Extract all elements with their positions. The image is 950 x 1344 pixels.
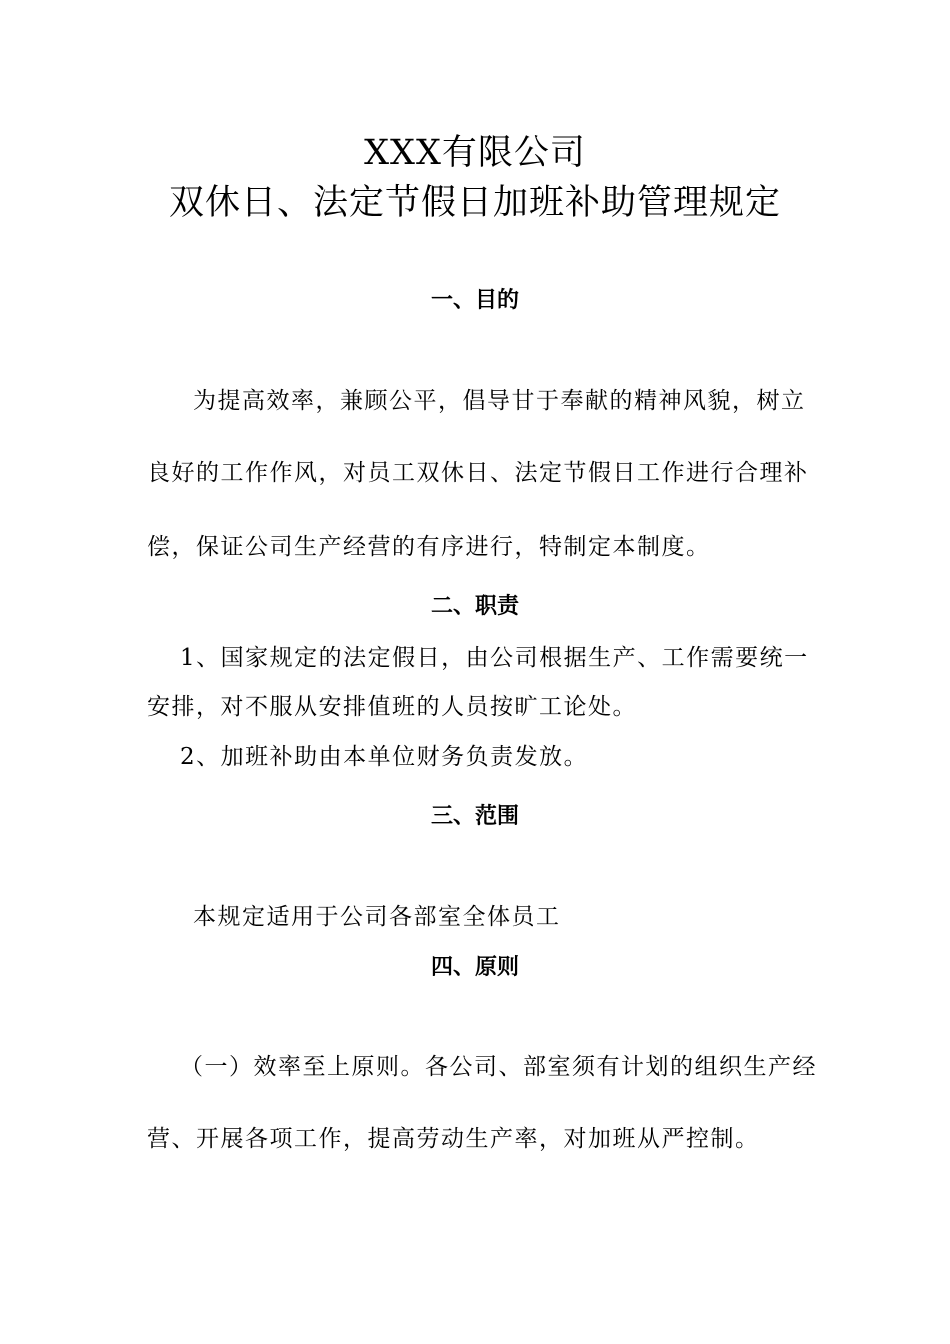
paragraph-line: 1、国家规定的法定假日，由公司根据生产、工作需要统一 [180,645,809,671]
paragraph-line: 安排，对不服从安排值班的人员按旷工论处。 [147,694,637,720]
section-heading-scope: 三、范围 [430,804,519,829]
document-title-company: XXX有限公司 [364,133,586,173]
document-title-regulation: 双休日、法定节假日加班补助管理规定 [168,183,781,223]
paragraph-line: 本规定适用于公司各部室全体员工 [193,904,561,930]
section-heading-purpose: 一、目的 [430,288,519,313]
paragraph-line: 良好的工作作风，对员工双休日、法定节假日工作进行合理补 [147,460,809,486]
paragraph-line: 偿，保证公司生产经营的有序进行，特制定本制度。 [147,534,711,560]
paragraph-line: 2、加班补助由本单位财务负责发放。 [180,744,589,770]
paragraph-line: 营、开展各项工作，提高劳动生产率，对加班从严控制。 [147,1126,760,1152]
section-heading-principle: 四、原则 [430,955,519,980]
section-heading-duty: 二、职责 [430,594,519,619]
paragraph-line: 为提高效率，兼顾公平，倡导甘于奉献的精神风貌，树立 [193,388,806,414]
paragraph-line: （一）效率至上原则。各公司、部室须有计划的组织生产经 [180,1054,817,1080]
